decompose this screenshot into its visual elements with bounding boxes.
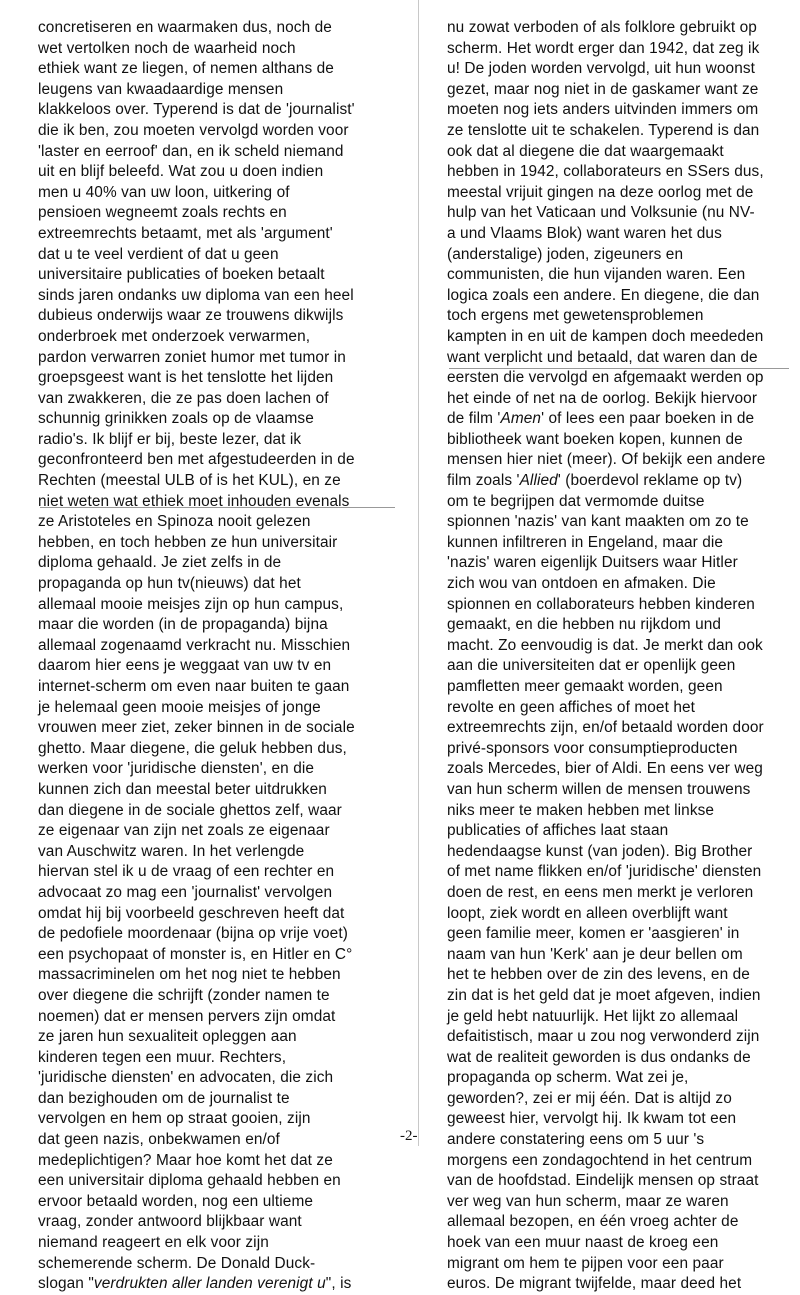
text-line: schemerende scherm. De Donald Duck- — [38, 1254, 316, 1272]
text-line: privé-sponsors voor consumptieproducten — [447, 739, 738, 757]
text-line: 'nazis' waren eigenlijk Duitsers waar Hitler — [447, 554, 738, 572]
text-fragment: slogan " — [38, 1275, 94, 1293]
text-line: publicaties of affiches laat staan — [447, 822, 669, 840]
text-line: andere constatering eens om 5 uur 's — [447, 1131, 705, 1149]
text-line-slogan — [38, 1274, 378, 1295]
text-line: ethiek want ze liegen, of nemen althans de — [38, 60, 334, 78]
text-line: ver weg van hun scherm, maar ze waren — [447, 1192, 729, 1210]
text-line: meestal vrijuit gingen na deze oorlog met de — [447, 183, 754, 201]
text-line: want verplicht und betaald, dat waren dan de — [447, 348, 758, 366]
text-line: moeten nog iets anders uitvinden immers om — [447, 101, 759, 119]
text-line: a und Vlaams Blok) want waren het dus — [447, 224, 722, 242]
text-line: communisten, die hun vijanden waren. Een — [447, 266, 746, 284]
text-line: scherm. Het wordt erger dan 1942, dat zeg ik — [447, 39, 760, 57]
text-line: aan die universiteiten dat er openlijk geen — [447, 657, 736, 675]
text-line: ze Aristoteles en Spinoza nooit gelezen — [38, 513, 311, 531]
text-line: medeplichtigen? Maar hoe komt het dat ze — [38, 1151, 333, 1169]
text-line: dat geen nazis, onbekwamen en/of — [38, 1131, 280, 1149]
text-line: ze eigenaar van zijn net zoals ze eigenaar — [38, 822, 330, 840]
text-line: over diegene die schrijft (zonder namen te — [38, 986, 330, 1004]
text-line: internet-scherm om even naar buiten te gaan — [38, 678, 350, 695]
text-fragment: de film ' — [447, 410, 501, 428]
text-line: zich wou van ontdoen en afmaken. Die — [447, 575, 716, 593]
text-line: allemaal zogenaamd verkracht nu. Misschien — [38, 636, 351, 654]
text-line: ze tenslotte uit te schakelen. Typerend is dan — [447, 121, 760, 139]
text-line: Rechten (meestal ULB of is het KUL), en ze — [38, 472, 341, 490]
right-column — [447, 18, 787, 1295]
text-line: geen familie meer, komen er 'aasgieren' in — [447, 925, 740, 943]
text-line: hiervan stel ik u de vraag of een rechter en — [38, 863, 335, 881]
text-line: van hun scherm willen de mensen trouwens — [447, 780, 751, 798]
text-line: pamfletten meer gemaakt worden, geen — [447, 678, 723, 695]
text-line: allemaal bezopen, en één vroeg achter de — [447, 1213, 739, 1231]
text-line: ze jaren hun sexualiteit opleggen aan — [38, 1028, 297, 1046]
text-line: gemaakt, en die hebben nu rijkdom und — [447, 616, 722, 634]
text-line: ervoor betaald worden, nog een ultieme — [38, 1192, 314, 1210]
text-line: maar die worden (in de propaganda) bijna — [38, 616, 328, 634]
text-line: extreemrechts zijn, en/of betaald worden door — [447, 719, 764, 737]
text-line: revolte en geen affiches of moet het — [447, 698, 696, 716]
text-line: logica zoals een andere. En diegene, die dan — [447, 286, 760, 304]
italic-film-title: Amen — [500, 410, 542, 428]
text-line: kunnen zich dan meestal beter uitdrukken — [38, 780, 327, 798]
text-line: radio's. Ik blijf er bij, beste lezer, dat ik — [38, 430, 302, 448]
text-line: 'laster en eerroof' dan, en ik scheld niemand — [38, 142, 344, 160]
text-line: hoek van een muur naast de kroeg een — [447, 1234, 719, 1252]
text-line: de pedofiele moordenaar (bijna op vrije voet) — [38, 925, 348, 943]
text-line: nu zowat verboden of als folklore gebruikt op — [447, 19, 757, 36]
text-line: mensen hier niet (meer). Of bekijk een andere — [447, 451, 766, 469]
text-line: die ik ben, zou moeten vervolgd worden voor — [38, 121, 349, 139]
text-line: van de hoofdstad. Eindelijk mensen op straat — [447, 1172, 759, 1190]
text-line: universitaire publicaties of boeken betaalt — [38, 266, 325, 284]
text-line: kampten in en uit de kampen doch meededen — [447, 327, 764, 345]
text-line: macht. Zo eenvoudig is dat. Je merkt dan ook — [447, 636, 763, 654]
text-line: spionnen 'nazis' van kant maakten om zo te — [447, 513, 749, 531]
text-line: zin dat is het geld dat je moet afgeven, indien — [447, 986, 761, 1004]
text-line: niet weten wat ethiek moet inhouden evenals — [38, 492, 350, 510]
text-line: van zwakkeren, die ze pas doen lachen of — [38, 389, 329, 407]
text-fragment: ' of lees een paar boeken in de — [541, 410, 755, 428]
text-line: vraag, zonder antwoord blijkbaar want — [38, 1213, 302, 1231]
text-line: allemaal mooie meisjes zijn op hun campus, — [38, 595, 344, 613]
text-line: spionnen en collaborateurs hebben kinderen — [447, 595, 755, 613]
page-number: -2- — [400, 1128, 418, 1144]
text-line: dan bezighouden om de journalist te — [38, 1089, 290, 1107]
text-line: concretiseren en waarmaken dus, noch de — [38, 19, 332, 36]
text-fragment: film zoals ' — [447, 472, 520, 490]
text-line: onderbroek met onderzoek verwarmen, — [38, 327, 311, 345]
text-line: eersten die vervolgd en afgemaakt werden op — [447, 369, 764, 387]
text-line: geworden?, zei er mij één. Dat is altijd zo — [447, 1089, 732, 1107]
text-line: propaganda op hun tv(nieuws) dat het — [38, 575, 301, 593]
text-line: bibliotheek want boeken kopen, kunnen de — [447, 430, 743, 448]
text-line: niemand reageert en elk voor zijn — [38, 1234, 269, 1252]
text-line: ghetto. Maar diegene, die geluk hebben dus, — [38, 739, 347, 757]
text-fragment: ' (boerdevol reklame op tv) — [557, 472, 743, 490]
text-line: geconfronteerd ben met afgestudeerden in de — [38, 451, 355, 469]
text-line: dan diegene in de sociale ghettos zelf, waar — [38, 801, 342, 819]
left-column — [38, 18, 378, 1295]
text-line: doen de rest, en eens men merkt je verloren — [447, 883, 754, 901]
text-line: je helemaal geen mooie meisjes of jonge — [38, 698, 321, 716]
text-line: euros. De migrant twijfelde, maar deed het — [447, 1275, 742, 1293]
text-line: extreemrechts betaamt, met als 'argument' — [38, 224, 333, 242]
text-line: sinds jaren ondanks uw diploma van een heel — [38, 286, 354, 304]
text-line: kunnen infiltreren in Engeland, maar die — [447, 533, 724, 551]
text-line: loopt, ziek wordt en alleen overblijft want — [447, 904, 728, 922]
text-line: toch ergens met gewetensproblemen — [447, 307, 704, 325]
text-line: geweest hier, vervolgt hij. Ik kwam tot een — [447, 1110, 737, 1128]
text-line: advocaat zo mag een 'journalist' vervolgen — [38, 883, 333, 901]
text-line: naam van hun 'Kerk' aan je deur bellen om — [447, 945, 743, 963]
text-line: zoals Mercedes, bier of Aldi. En eens ver weg — [447, 760, 763, 778]
text-line-film — [447, 409, 787, 430]
text-line: wet vertolken noch de waarheid noch — [38, 39, 296, 57]
text-line: hedendaagse kunst (van joden). Big Brother — [447, 842, 753, 860]
text-line: een universitair diploma gehaald hebben en — [38, 1172, 341, 1190]
text-fragment: ", is — [325, 1275, 352, 1293]
text-line: men u 40% van uw loon, uitkering of — [38, 183, 290, 201]
italic-film-title: Allied — [519, 472, 558, 490]
text-line: of met name flikken en/of 'juridische' diensten — [447, 863, 762, 881]
text-line: pensioen wegneemt zoals rechts en — [38, 204, 287, 222]
text-line: hebben, en toch hebben ze hun universitair — [38, 533, 338, 551]
text-line: kinderen tegen een muur. Rechters, — [38, 1048, 287, 1066]
text-line: schunnig grinikken zoals op de vlaamse — [38, 410, 314, 428]
column-divider — [418, 0, 419, 1146]
italic-slogan: verdrukten aller landen verenigt u — [93, 1275, 326, 1293]
text-line: werken voor 'juridische diensten', en die — [38, 760, 315, 778]
text-line: ook dat al diegene die dat waargemaakt — [447, 142, 724, 160]
text-line: dubieus onderwijs waar ze trouwens dikwijls — [38, 307, 344, 325]
text-line: om te begrijpen dat vermomde duitse — [447, 492, 705, 510]
text-line: uit en blijf beleefd. Wat zou u doen indien — [38, 163, 324, 181]
text-line: hebben in 1942, collaborateurs en SSers dus, — [447, 163, 764, 181]
text-line-film — [447, 471, 787, 492]
text-line: hulp van het Vaticaan und Volksunie (nu NV- — [447, 204, 755, 222]
text-line: dat u te veel verdient of dat u geen — [38, 245, 279, 263]
text-line: van Auschwitz waren. In het verlengde — [38, 842, 305, 860]
text-line: het einde of net na de oorlog. Bekijk hiervoor — [447, 389, 758, 407]
text-line: klakkeloos over. Typerend is dat de 'journalist' — [38, 101, 355, 119]
text-line: een psychopaat of monster is, en Hitler en C° — [38, 945, 353, 963]
text-line: wat de realiteit geworden is dus ondanks de — [447, 1048, 751, 1066]
text-line: (anderstalige) joden, zigeuners en — [447, 245, 684, 263]
text-line: massacriminelen om het nog niet te hebben — [38, 966, 341, 984]
text-line: defaitistisch, maar u zou nog verwonderd zijn — [447, 1028, 760, 1046]
text-line: diploma gehaald. Je ziet zelfs in de — [38, 554, 282, 572]
text-line: je geld hebt natuurlijk. Het lijkt zo allemaal — [447, 1007, 739, 1025]
text-line: vrouwen meer ziet, zeker binnen in de sociale — [38, 719, 355, 737]
text-line: morgens een zondagochtend in het centrum — [447, 1151, 753, 1169]
text-line: groepsgeest want is het tenslotte het lijden — [38, 369, 334, 387]
text-line: propaganda op scherm. Wat zei je, — [447, 1069, 689, 1087]
text-line: niks meer te maken hebben met linkse — [447, 801, 715, 819]
text-line: pardon verwarren zoniet humor met tumor in — [38, 348, 346, 366]
text-line: het te hebben over de zin des levens, en de — [447, 966, 750, 984]
text-line: migrant om hem te pijpen voor een paar — [447, 1254, 724, 1272]
text-line: gezet, maar nog niet in de gaskamer want ze — [447, 80, 759, 98]
text-line: u! De joden worden vervolgd, uit hun woonst — [447, 60, 756, 78]
text-line: daarom hier eens je weggaat van uw tv en — [38, 657, 332, 675]
text-line: noemen) dat er mensen pervers zijn omdat — [38, 1007, 336, 1025]
text-line: 'juridische diensten' en advocaten, die zich — [38, 1069, 334, 1087]
text-line: omdat hij bij voorbeeld geschreven heeft dat — [38, 904, 345, 922]
text-line: vervolgen en hem op straat gooien, zijn — [38, 1110, 311, 1128]
text-line: leugens van kwaadaardige mensen — [38, 80, 284, 98]
